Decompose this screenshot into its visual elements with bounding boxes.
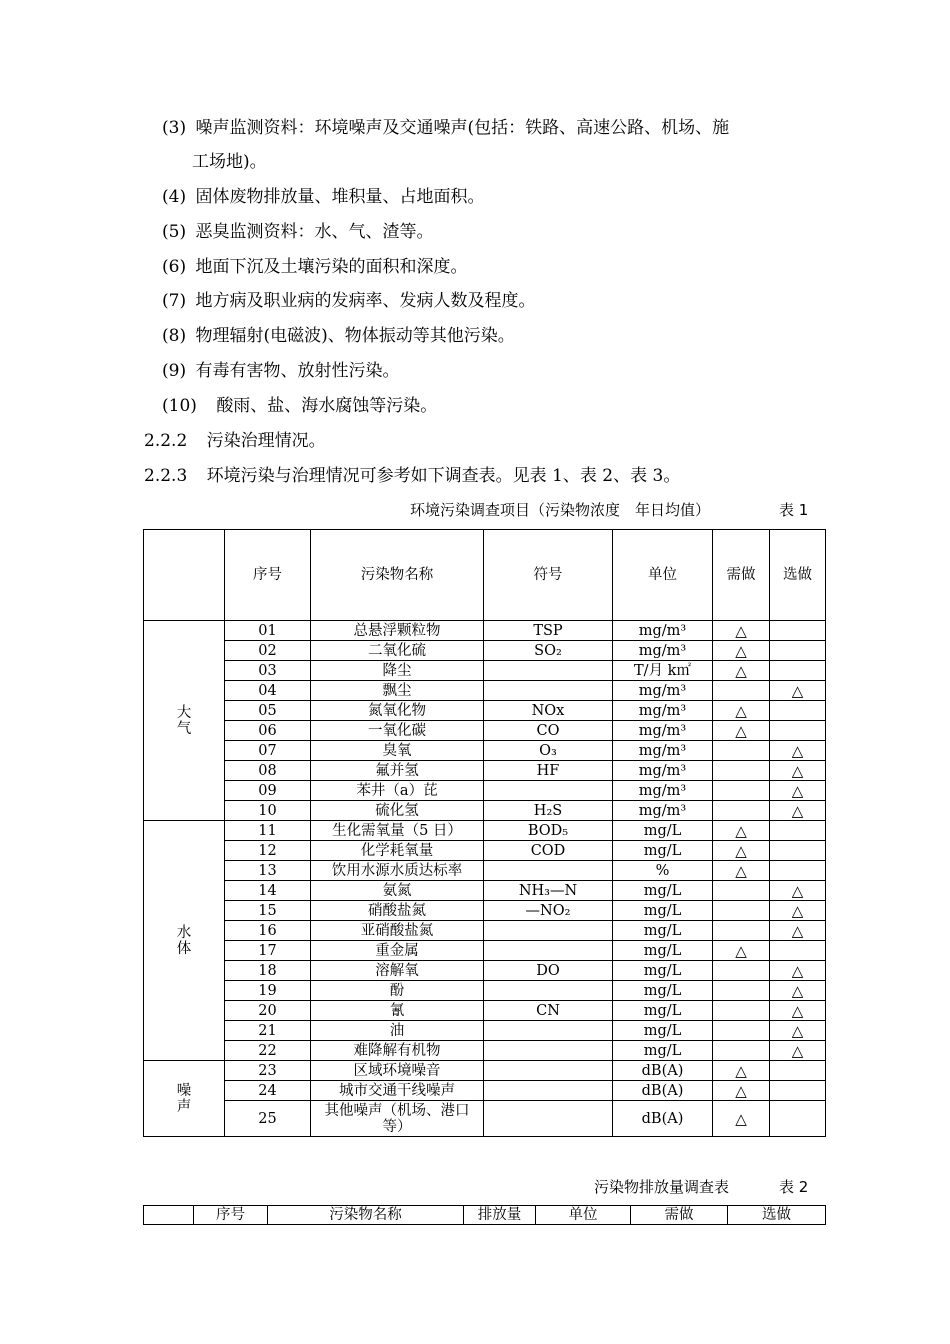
paragraph-number: (4)	[162, 187, 187, 207]
serial-cell: 23	[225, 1061, 311, 1081]
group-label-cell	[144, 821, 225, 1061]
table-row	[144, 881, 826, 901]
paragraph-number: (7)	[162, 291, 187, 311]
pollutant-name-cell: 硫化氢	[311, 801, 484, 821]
unit-cell: mg/m³	[613, 761, 713, 781]
required-cell	[713, 741, 770, 761]
optional-cell	[770, 841, 826, 861]
optional-cell	[770, 661, 826, 681]
serial-cell: 18	[225, 961, 311, 981]
header-cell-optional: 选做	[770, 530, 826, 621]
table1-label: 表 1	[779, 501, 809, 519]
required-cell: △	[713, 621, 770, 641]
pollutant-name-cell: 城市交通干线噪声	[311, 1081, 484, 1101]
header-cell-optional: 选做	[728, 1206, 826, 1225]
symbol-cell: TSP	[484, 621, 613, 641]
table-row	[144, 801, 826, 821]
header-cell-required: 需做	[631, 1206, 728, 1225]
table-row	[144, 1001, 826, 1021]
required-cell	[713, 681, 770, 701]
unit-cell: mg/m³	[613, 741, 713, 761]
paragraph-3-continuation: 工场地)。	[192, 152, 267, 172]
symbol-cell: SO₂	[484, 641, 613, 661]
serial-cell: 08	[225, 761, 311, 781]
pollutant-name-cell: 其他噪声（机场、港口等）	[311, 1101, 484, 1137]
pollutant-name-cell: 亚硝酸盐氮	[311, 921, 484, 941]
pollutant-name-cell: 氮氧化物	[311, 701, 484, 721]
table-row	[144, 861, 826, 881]
serial-cell: 09	[225, 781, 311, 801]
table-row	[144, 1021, 826, 1041]
pollutant-name-cell: 饮用水源水质达标率	[311, 861, 484, 881]
pollutant-name-cell: 二氧化硫	[311, 641, 484, 661]
serial-cell: 07	[225, 741, 311, 761]
required-cell	[713, 1041, 770, 1061]
optional-cell: △	[770, 741, 826, 761]
serial-cell: 14	[225, 881, 311, 901]
paragraph-text: 地面下沉及土壤污染的面积和深度。	[195, 257, 468, 277]
required-cell	[713, 881, 770, 901]
symbol-cell: CN	[484, 1001, 613, 1021]
pollutant-name-cell: 油	[311, 1021, 484, 1041]
emission-survey-table	[143, 1205, 826, 1225]
section-2-2-3	[144, 465, 680, 487]
optional-cell: △	[770, 881, 826, 901]
optional-cell: △	[770, 981, 826, 1001]
optional-cell: △	[770, 921, 826, 941]
serial-cell: 21	[225, 1021, 311, 1041]
symbol-cell	[484, 1061, 613, 1081]
pollutant-name-cell: 重金属	[311, 941, 484, 961]
paragraph-number: (9)	[162, 361, 187, 381]
required-cell	[713, 781, 770, 801]
unit-cell: mg/L	[613, 921, 713, 941]
unit-cell: mg/m³	[613, 701, 713, 721]
table-row	[144, 1101, 826, 1137]
table-row	[144, 981, 826, 1001]
paragraph-3	[162, 117, 729, 139]
required-cell: △	[713, 861, 770, 881]
symbol-cell	[484, 661, 613, 681]
pollutant-name-cell: 氰	[311, 1001, 484, 1021]
table-row	[144, 701, 826, 721]
header-cell-unit: 单位	[613, 530, 713, 621]
table-row	[144, 941, 826, 961]
optional-cell: △	[770, 1021, 826, 1041]
paragraph-4	[162, 186, 485, 208]
required-cell	[713, 961, 770, 981]
symbol-cell: COD	[484, 841, 613, 861]
serial-cell: 15	[225, 901, 311, 921]
serial-cell: 17	[225, 941, 311, 961]
table-header-row	[144, 530, 826, 621]
optional-cell	[770, 641, 826, 661]
required-cell: △	[713, 701, 770, 721]
paragraph-number: (8)	[162, 326, 187, 346]
paragraph-text: 噪声监测资料：环境噪声及交通噪声(包括：铁路、高速公路、机场、施	[195, 118, 730, 138]
header-cell-serial: 序号	[194, 1206, 268, 1225]
serial-cell: 24	[225, 1081, 311, 1101]
section-text: 污染治理情况。	[206, 431, 326, 451]
header-cell-blank	[144, 530, 225, 621]
pollutant-name-cell: 苯井（a）芘	[311, 781, 484, 801]
table-row	[144, 661, 826, 681]
table-row	[144, 1041, 826, 1061]
symbol-cell	[484, 1081, 613, 1101]
symbol-cell	[484, 921, 613, 941]
pollutant-name-cell: 化学耗氧量	[311, 841, 484, 861]
header-cell-emission: 排放量	[464, 1206, 536, 1225]
optional-cell: △	[770, 1041, 826, 1061]
table-row	[144, 961, 826, 981]
serial-cell: 16	[225, 921, 311, 941]
group-label: 水体	[176, 924, 192, 957]
paragraph-7	[162, 290, 536, 312]
paragraph-6	[162, 256, 468, 278]
optional-cell: △	[770, 761, 826, 781]
unit-cell: mg/L	[613, 981, 713, 1001]
symbol-cell: O₃	[484, 741, 613, 761]
unit-cell: mg/L	[613, 901, 713, 921]
header-cell-pollutant: 污染物名称	[268, 1206, 464, 1225]
pollutant-name-cell: 臭氧	[311, 741, 484, 761]
optional-cell: △	[770, 961, 826, 981]
section-text: 环境污染与治理情况可参考如下调查表。见表 1、表 2、表 3。	[206, 466, 681, 486]
unit-cell: mg/L	[613, 881, 713, 901]
group-label-cell	[144, 621, 225, 821]
unit-cell: mg/L	[613, 841, 713, 861]
pollutant-name-cell: 飘尘	[311, 681, 484, 701]
required-cell	[713, 981, 770, 1001]
header-cell-required: 需做	[713, 530, 770, 621]
unit-cell: mg/L	[613, 941, 713, 961]
optional-cell	[770, 721, 826, 741]
paragraph-text: 酸雨、盐、海水腐蚀等污染。	[216, 396, 438, 416]
table-row	[144, 781, 826, 801]
required-cell: △	[713, 1101, 770, 1137]
required-cell: △	[713, 721, 770, 741]
unit-cell: %	[613, 861, 713, 881]
required-cell	[713, 1001, 770, 1021]
pollutant-name-cell: 降尘	[311, 661, 484, 681]
required-cell: △	[713, 641, 770, 661]
serial-cell: 13	[225, 861, 311, 881]
unit-cell: mg/m³	[613, 781, 713, 801]
section-number: 2.2.3	[144, 466, 188, 486]
pollutant-name-cell: 氟并氢	[311, 761, 484, 781]
symbol-cell: NH₃—N	[484, 881, 613, 901]
table-row	[144, 821, 826, 841]
optional-cell	[770, 701, 826, 721]
serial-cell: 12	[225, 841, 311, 861]
paragraph-5	[162, 221, 434, 243]
pollution-survey-table	[143, 529, 826, 1137]
unit-cell: mg/m³	[613, 721, 713, 741]
required-cell: △	[713, 821, 770, 841]
serial-cell: 01	[225, 621, 311, 641]
unit-cell: dB(A)	[613, 1101, 713, 1137]
symbol-cell	[484, 861, 613, 881]
symbol-cell: CO	[484, 721, 613, 741]
header-cell-pollutant: 污染物名称	[311, 530, 484, 621]
optional-cell	[770, 1061, 826, 1081]
symbol-cell: H₂S	[484, 801, 613, 821]
unit-cell: mg/m³	[613, 681, 713, 701]
pollutant-name-cell: 一氧化碳	[311, 721, 484, 741]
required-cell: △	[713, 841, 770, 861]
unit-cell: dB(A)	[613, 1081, 713, 1101]
paragraph-8	[162, 325, 515, 347]
serial-cell: 25	[225, 1101, 311, 1137]
paragraph-text: 有毒有害物、放射性污染。	[195, 361, 400, 381]
optional-cell: △	[770, 1001, 826, 1021]
optional-cell	[770, 861, 826, 881]
table1-caption: 环境污染调查项目（污染物浓度 年日均值）	[410, 501, 711, 519]
header-cell-serial: 序号	[225, 530, 311, 621]
header-cell-symbol: 符号	[484, 530, 613, 621]
required-cell: △	[713, 1081, 770, 1101]
required-cell: △	[713, 941, 770, 961]
paragraph-text: 物理辐射(电磁波)、物体振动等其他污染。	[195, 326, 515, 346]
table-row	[144, 1081, 826, 1101]
table2-label: 表 2	[779, 1178, 809, 1196]
serial-cell: 22	[225, 1041, 311, 1061]
pollutant-name-cell: 区域环境噪音	[311, 1061, 484, 1081]
table-row	[144, 721, 826, 741]
required-cell: △	[713, 661, 770, 681]
optional-cell: △	[770, 681, 826, 701]
optional-cell	[770, 821, 826, 841]
table-row	[144, 621, 826, 641]
serial-cell: 03	[225, 661, 311, 681]
unit-cell: mg/L	[613, 1021, 713, 1041]
optional-cell: △	[770, 781, 826, 801]
pollutant-name-cell: 氨氮	[311, 881, 484, 901]
table2-caption: 污染物排放量调查表	[594, 1178, 730, 1196]
required-cell	[713, 921, 770, 941]
table-header-row	[144, 1206, 826, 1225]
serial-cell: 02	[225, 641, 311, 661]
symbol-cell	[484, 1101, 613, 1137]
unit-cell: mg/L	[613, 961, 713, 981]
unit-cell: mg/L	[613, 821, 713, 841]
table-row	[144, 761, 826, 781]
unit-cell: mg/m³	[613, 621, 713, 641]
symbol-cell	[484, 781, 613, 801]
group-label: 大气	[176, 704, 192, 737]
symbol-cell	[484, 941, 613, 961]
optional-cell: △	[770, 901, 826, 921]
header-cell-unit: 单位	[536, 1206, 631, 1225]
serial-cell: 06	[225, 721, 311, 741]
table-row	[144, 681, 826, 701]
symbol-cell: NOx	[484, 701, 613, 721]
paragraph-10	[162, 395, 437, 417]
serial-cell: 11	[225, 821, 311, 841]
unit-cell: mg/m³	[613, 801, 713, 821]
symbol-cell	[484, 681, 613, 701]
pollutant-name-cell: 难降解有机物	[311, 1041, 484, 1061]
symbol-cell	[484, 1041, 613, 1061]
symbol-cell: HF	[484, 761, 613, 781]
required-cell	[713, 1021, 770, 1041]
pollutant-name-cell: 酚	[311, 981, 484, 1001]
symbol-cell	[484, 981, 613, 1001]
required-cell: △	[713, 1061, 770, 1081]
table-row	[144, 901, 826, 921]
serial-cell: 04	[225, 681, 311, 701]
unit-cell: T/月 k㎡	[613, 661, 713, 681]
serial-cell: 19	[225, 981, 311, 1001]
pollutant-name-cell: 总悬浮颗粒物	[311, 621, 484, 641]
serial-cell: 20	[225, 1001, 311, 1021]
paragraph-number: (5)	[162, 222, 187, 242]
optional-cell	[770, 1081, 826, 1101]
paragraph-number: (6)	[162, 257, 187, 277]
paragraph-text: 恶臭监测资料：水、气、渣等。	[195, 222, 434, 242]
pollutant-name-cell: 生化需氧量（5 日）	[311, 821, 484, 841]
symbol-cell	[484, 1021, 613, 1041]
required-cell	[713, 801, 770, 821]
unit-cell: mg/L	[613, 1001, 713, 1021]
paragraph-number: (3)	[162, 118, 187, 138]
pollutant-name-cell: 溶解氧	[311, 961, 484, 981]
paragraph-number: (10)	[162, 396, 197, 416]
unit-cell: dB(A)	[613, 1061, 713, 1081]
group-label-cell	[144, 1061, 225, 1137]
optional-cell: △	[770, 801, 826, 821]
table-row	[144, 841, 826, 861]
section-number: 2.2.2	[144, 431, 188, 451]
required-cell	[713, 761, 770, 781]
table-row	[144, 641, 826, 661]
table-row	[144, 741, 826, 761]
serial-cell: 05	[225, 701, 311, 721]
optional-cell	[770, 1101, 826, 1137]
table-row	[144, 921, 826, 941]
symbol-cell: —NO₂	[484, 901, 613, 921]
unit-cell: mg/m³	[613, 641, 713, 661]
pollutant-name-cell: 硝酸盐氮	[311, 901, 484, 921]
group-label: 噪声	[176, 1082, 192, 1115]
optional-cell	[770, 941, 826, 961]
serial-cell: 10	[225, 801, 311, 821]
required-cell	[713, 901, 770, 921]
table-row	[144, 1061, 826, 1081]
unit-cell: mg/L	[613, 1041, 713, 1061]
symbol-cell: BOD₅	[484, 821, 613, 841]
section-2-2-2	[144, 430, 326, 452]
paragraph-text: 固体废物排放量、堆积量、占地面积。	[195, 187, 485, 207]
optional-cell	[770, 621, 826, 641]
header-cell-blank	[144, 1206, 194, 1225]
paragraph-9	[162, 360, 400, 382]
paragraph-text: 地方病及职业病的发病率、发病人数及程度。	[195, 291, 536, 311]
symbol-cell: DO	[484, 961, 613, 981]
